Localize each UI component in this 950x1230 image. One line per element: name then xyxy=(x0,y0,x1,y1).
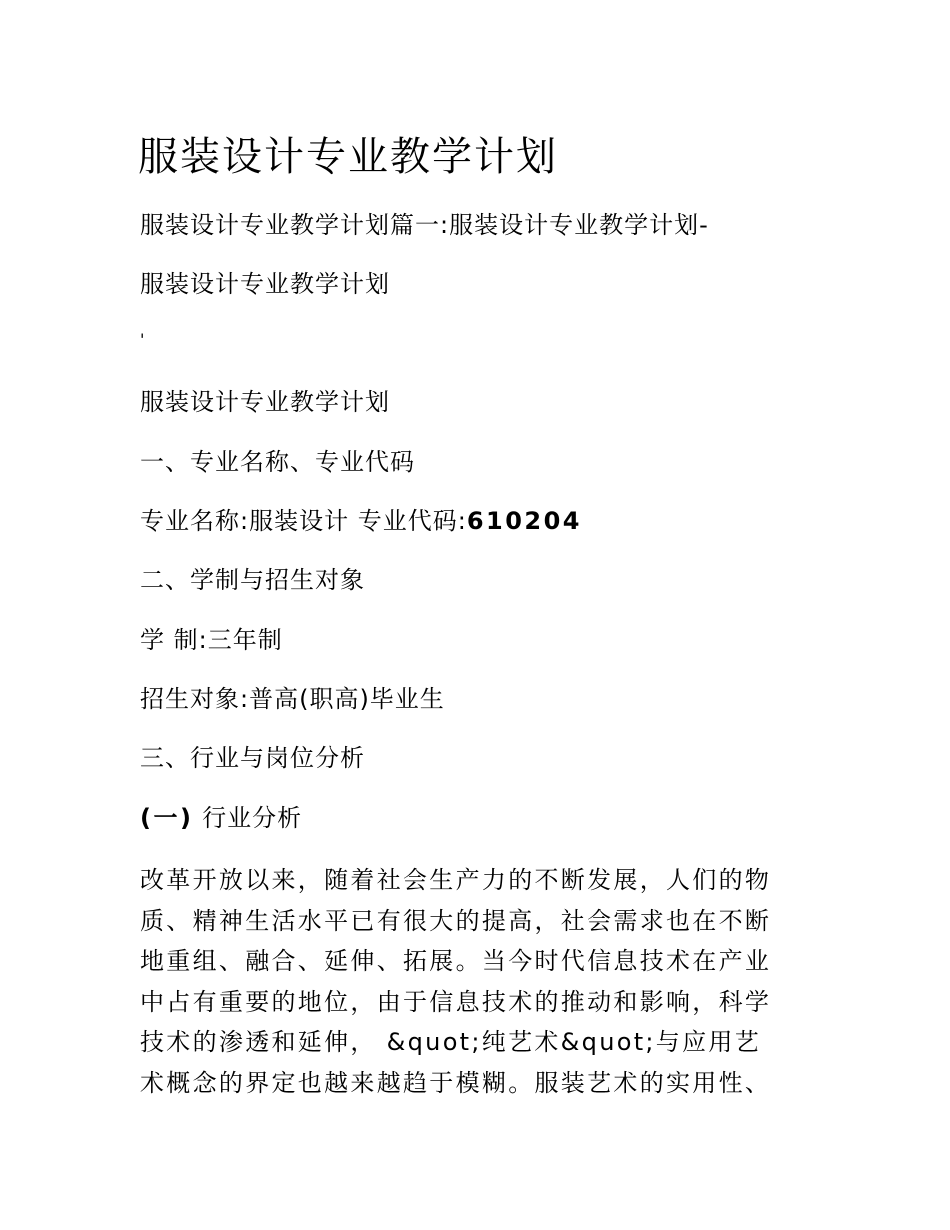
subtitle-line-2: 服装设计专业教学计划 xyxy=(140,270,390,298)
subtitle-line-1: 服装设计专业教学计划篇一:服装设计专业教学计划- xyxy=(140,211,709,239)
paragraph-line: 地重组、融合、延伸、拓展。当今时代信息技术在产业 xyxy=(140,947,772,975)
heading-repeat: 服装设计专业教学计划 xyxy=(140,388,390,416)
paragraph-line: 术概念的界定也越来越趋于模糊。服装艺术的实用性、 xyxy=(140,1068,772,1097)
section-3-heading: 三、行业与岗位分析 xyxy=(140,744,365,772)
section-2-heading: 二、学制与招生对象 xyxy=(140,566,365,594)
paragraph-line: 改革开放以来，随着社会生产力的不断发展，人们的物 xyxy=(140,866,772,894)
section-1-heading: 一、专业名称、专业代码 xyxy=(140,448,415,476)
paragraph-line: 质、精神生活水平已有很大的提高，社会需求也在不断 xyxy=(140,906,772,935)
subsection-1-prefix: (一) xyxy=(140,804,194,832)
subsection-1-label: 行业分析 xyxy=(193,804,303,832)
page-title: 服装设计专业教学计划 xyxy=(138,134,558,180)
duration-line: 学 制:三年制 xyxy=(140,626,283,654)
major-info xyxy=(140,506,582,536)
major-code: 610204 xyxy=(466,507,583,535)
body-paragraph xyxy=(140,860,800,1103)
stray-mark: ' xyxy=(140,330,146,349)
paragraph-line: 中占有重要的地位，由于信息技术的推动和影响，科学 xyxy=(140,987,772,1016)
subsection-1-heading xyxy=(140,803,302,833)
enrollment-line: 招生对象:普高(职高)毕业生 xyxy=(140,685,445,713)
paragraph-line: 技术的渗透和延伸， &quot;纯艺术&quot;与应用艺 xyxy=(140,1028,762,1056)
major-label: 专业名称:服装设计 专业代码: xyxy=(140,507,467,535)
